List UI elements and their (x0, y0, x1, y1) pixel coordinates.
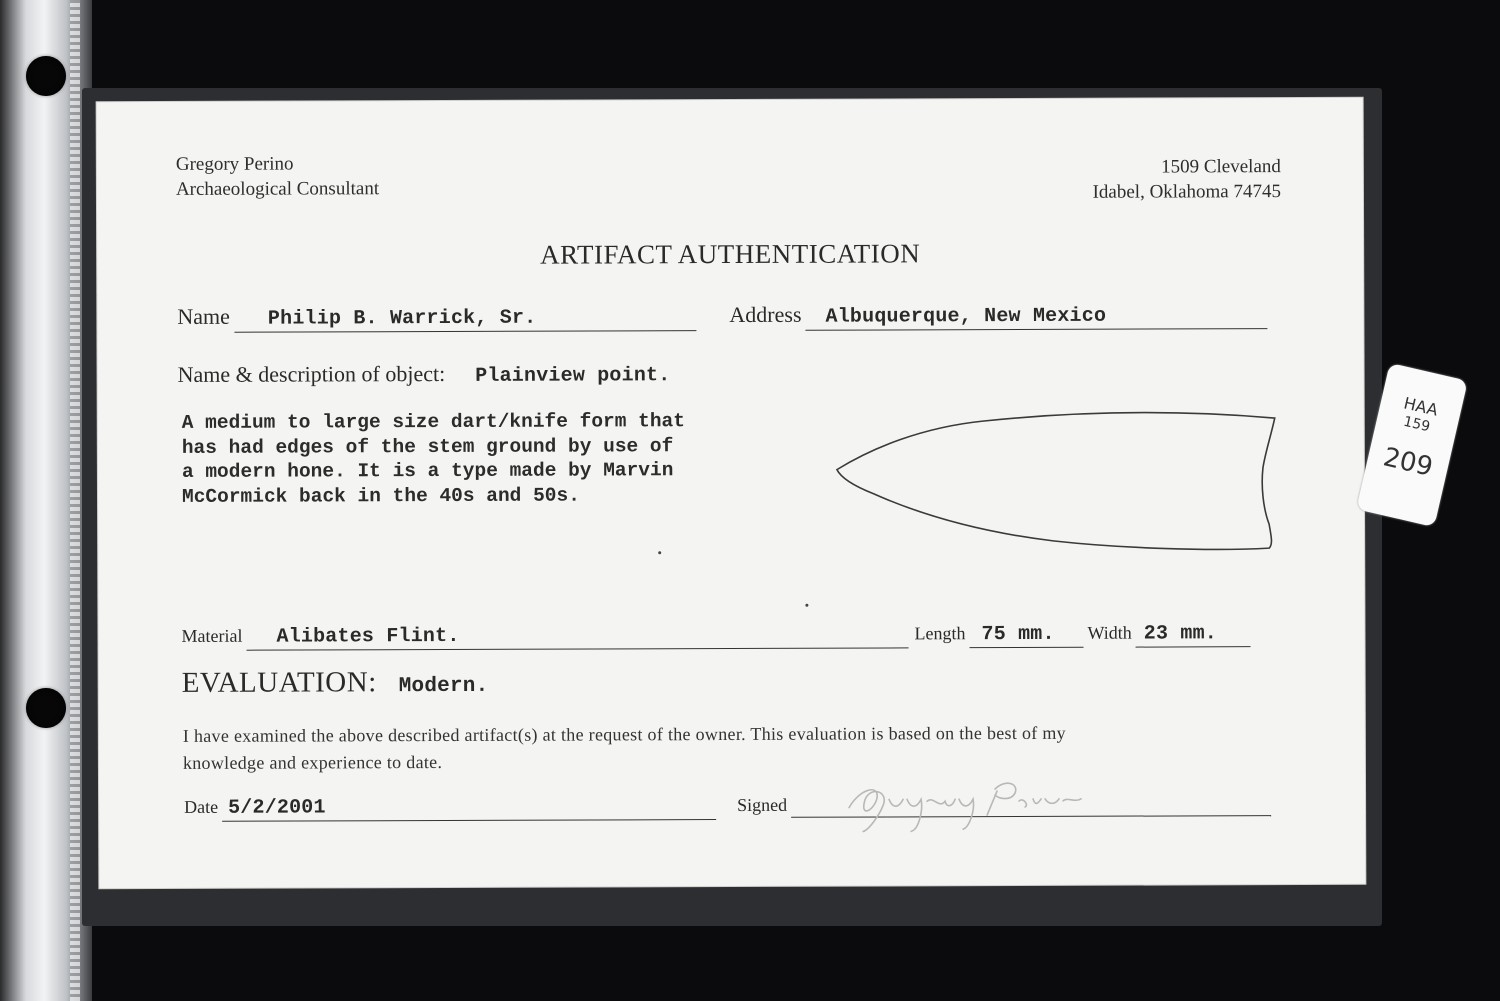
name-field (234, 306, 696, 333)
consultant-name: Gregory Perino (175, 153, 294, 175)
length-value: 75 mm. (981, 622, 1055, 647)
description-line: a modern hone. It is a type made by Marvin (181, 459, 674, 483)
date-value: 5/2/2001 (228, 796, 326, 820)
punch-hole-top (26, 56, 66, 96)
evaluation-value: Modern. (398, 674, 489, 699)
object-row (178, 360, 671, 389)
material-row (181, 622, 1250, 651)
address-value: Albuquerque, New Mexico (825, 304, 1107, 329)
width-label: Width (1087, 622, 1132, 643)
statement-line: knowledge and experience to date. (182, 752, 443, 773)
description-line: A medium to large size dart/knife form that (181, 410, 685, 434)
object-value: Plainview point. (475, 364, 671, 388)
tag-line-2: 159 (1401, 413, 1432, 436)
tag-line-3: 209 (1380, 442, 1436, 483)
address-street: 1509 Cleveland (1161, 156, 1281, 178)
punch-hole-bottom (26, 688, 66, 728)
width-value: 23 mm. (1143, 622, 1218, 646)
name-label: Name (177, 303, 230, 329)
material-label: Material (181, 625, 243, 646)
address-label: Address (729, 301, 802, 328)
sleeve-edge (70, 0, 80, 1001)
authentication-card (97, 98, 1366, 888)
consultant-header (176, 151, 379, 202)
address-field (805, 304, 1267, 331)
signed-label: Signed (737, 794, 788, 815)
evaluation-row (182, 666, 489, 700)
handwritten-signature (819, 769, 1089, 840)
tag-line-1: HAA (1402, 393, 1440, 420)
material-field (246, 623, 908, 650)
speck (805, 604, 808, 607)
owner-name-row (177, 302, 696, 333)
length-field (969, 623, 1083, 648)
length-label: Length (914, 623, 966, 644)
name-value: Philip B. Warrick, Sr. (267, 306, 537, 331)
point-outline-drawing (833, 406, 1294, 558)
object-label: Name & description of object: (177, 360, 446, 387)
speck (658, 551, 661, 554)
statement-line: I have examined the above described artifact(s) at the request of the owner. This evaluation is based on the best of my (182, 722, 1066, 746)
material-value: Alibates Flint. (276, 624, 460, 649)
form-title: ARTIFACT AUTHENTICATION (540, 238, 921, 270)
description-line: McCormick back in the 40s and 50s. (181, 484, 580, 508)
evaluation-label: EVALUATION: (181, 666, 377, 699)
date-field (222, 795, 716, 822)
examination-statement (183, 719, 1293, 777)
description-line: has had edges of the stem ground by use of (181, 434, 674, 459)
address-city: Idabel, Oklahoma 74745 (1092, 181, 1281, 203)
consultant-title: Archaeological Consultant (175, 178, 380, 200)
owner-address-row (729, 300, 1267, 331)
date-label: Date (184, 796, 219, 817)
date-row (184, 795, 716, 822)
object-description (182, 409, 742, 509)
address-header (1092, 154, 1281, 205)
width-field (1136, 622, 1251, 647)
